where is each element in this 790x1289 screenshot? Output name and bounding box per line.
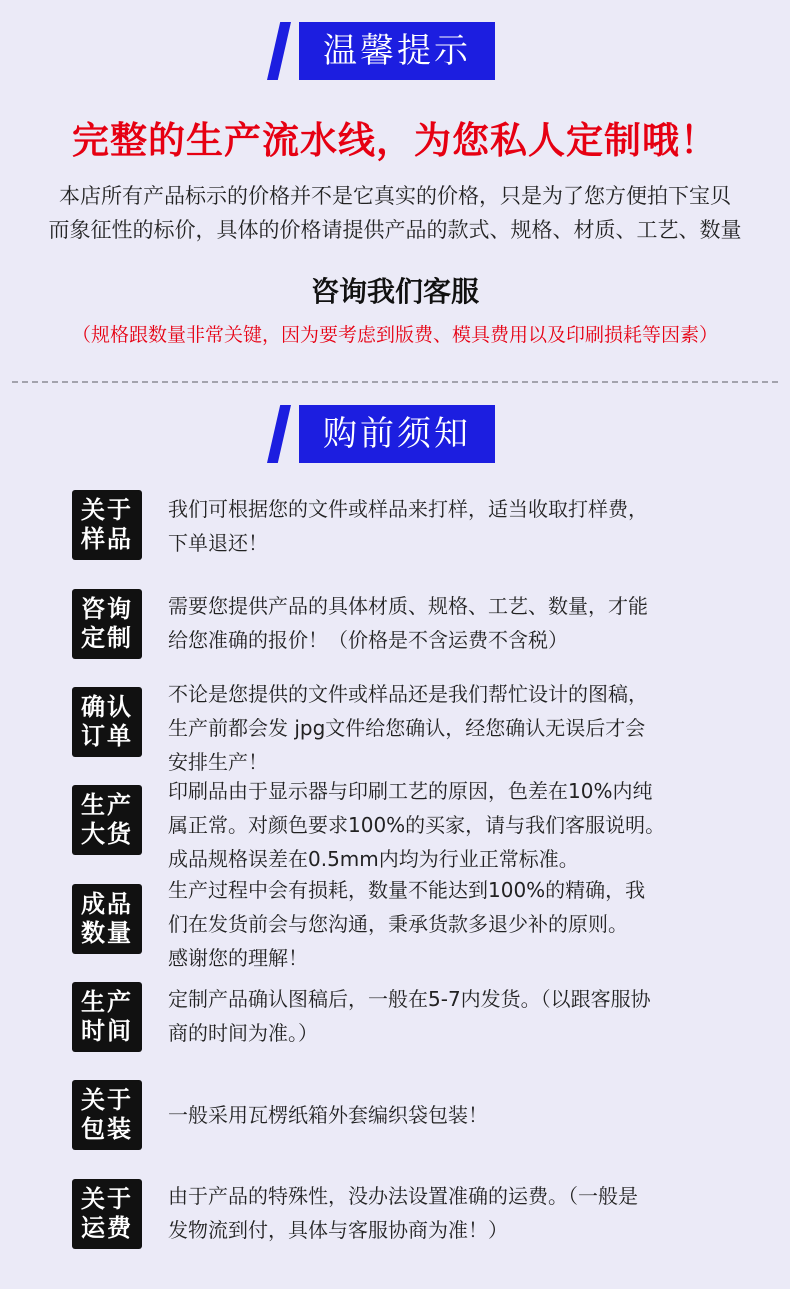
banner-slash-decoration — [267, 405, 291, 463]
item-text: 定制产品确认图稿后，一般在5-7内发货。（以跟客服协 商的时间为准。） — [168, 987, 651, 1045]
dashed-divider — [12, 381, 778, 383]
item-text: 印刷品由于显示器与印刷工艺的原因，色差在10%内纯 属正常。对颜色要求100%的买家，请与我们客服说明。 成品规格误差在0.5mm内均为行业正常标准。 — [168, 779, 666, 871]
item-badge: 关于 样品 — [72, 490, 142, 560]
banner-title: 购前须知 — [299, 405, 495, 463]
item-text: 由于产品的特殊性，没办法设置准确的运费。（一般是 发物流到付，具体与客服协商为准！） — [168, 1184, 638, 1242]
headline: 完整的生产流水线，为您私人定制哦！ — [72, 119, 718, 162]
item-badge: 成品 数量 — [72, 884, 142, 954]
contact-service-heading: 咨询我们客服 — [310, 275, 479, 308]
item-badge: 关于 包装 — [72, 1080, 142, 1150]
item-badge: 生产 大货 — [72, 785, 142, 855]
item-text: 一般采用瓦楞纸箱外套编织袋包装！ — [168, 1103, 488, 1127]
item-badge: 确认 订单 — [72, 687, 142, 757]
item-badge: 生产 时间 — [72, 982, 142, 1052]
banner-slash-decoration — [267, 22, 291, 80]
item-text: 生产过程中会有损耗，数量不能达到100%的精确，我 们在发货前会与您沟通，秉承货款多退少补的原则。 感谢您的理解！ — [168, 878, 646, 970]
item-badge: 关于 运费 — [72, 1179, 142, 1249]
description-line-2: 而象征性的标价，具体的价格请提供产品的款式、规格、材质、工艺、数量 — [48, 218, 742, 242]
item-text: 需要您提供产品的具体材质、规格、工艺、数量，才能 给您准确的报价！（价格是不含运费不含税） — [168, 594, 648, 652]
item-text: 我们可根据您的文件或样品来打样，适当收取打样费， 下单退还！ — [168, 497, 648, 555]
description-line-1: 本店所有产品标示的价格并不是它真实的价格，只是为了您方便拍下宝贝 — [59, 184, 731, 208]
banner-purchase-notice — [0, 405, 790, 463]
spec-note: （规格跟数量非常关键，因为要考虑到版费、模具费用以及印刷损耗等因素） — [71, 324, 718, 346]
item-badge: 咨询 定制 — [72, 589, 142, 659]
item-text: 不论是您提供的文件或样品还是我们帮忙设计的图稿， 生产前都会发 jpg文件给您确认，经您确认无误后才会 安排生产！ — [168, 682, 648, 774]
banner-warm-tips — [0, 22, 790, 80]
banner-title: 温馨提示 — [299, 22, 495, 80]
